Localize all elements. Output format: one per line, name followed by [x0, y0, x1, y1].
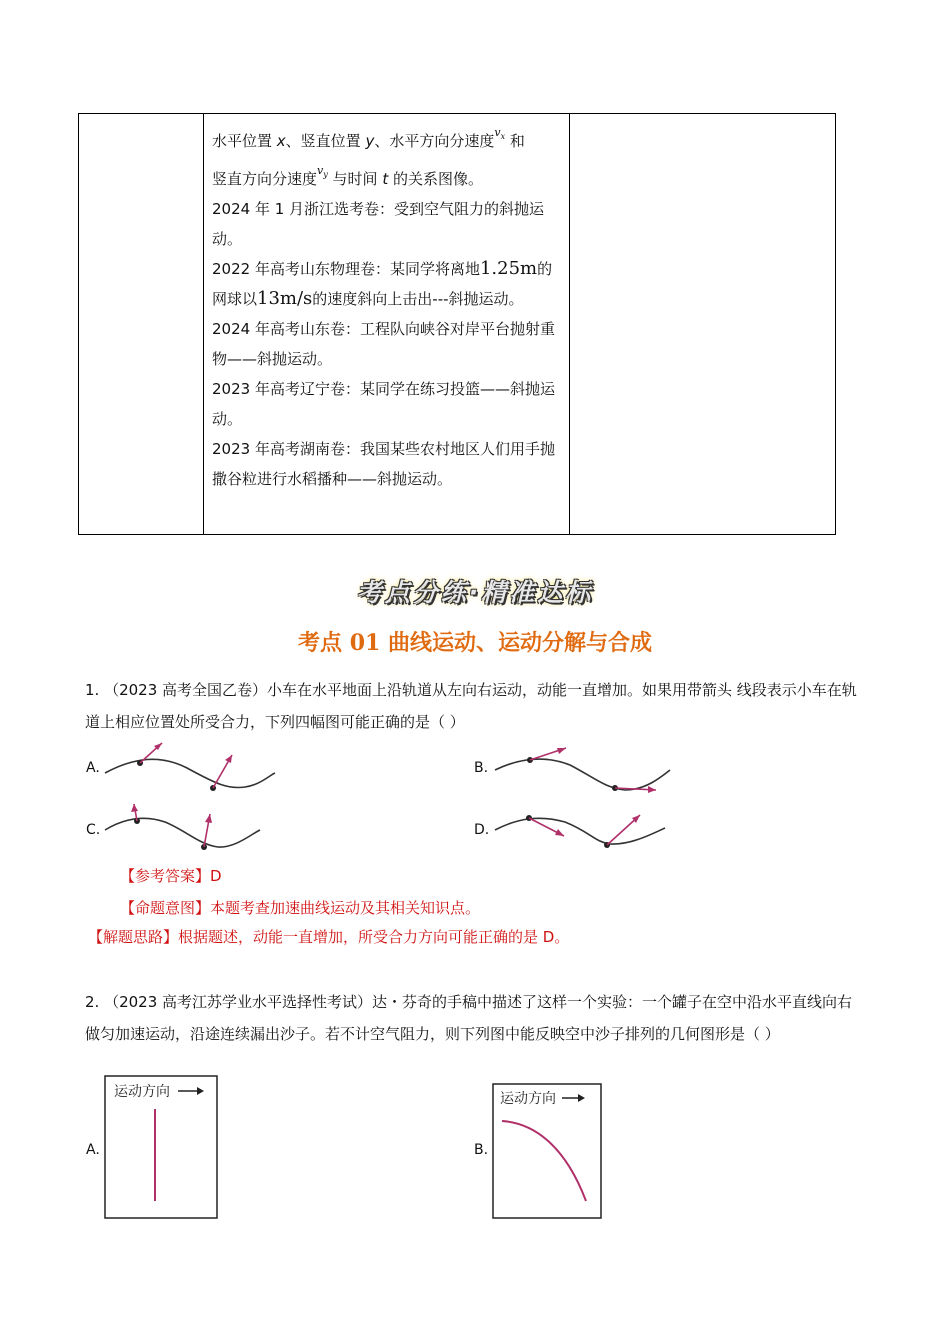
table-cell-text	[212, 118, 562, 494]
q2-option-a-figure	[104, 1075, 220, 1221]
table-para-1: 2024 年 1 月浙江选考卷：受到空气阻力的斜抛运动。	[212, 200, 545, 248]
table-para-5: 2023 年高考湖南卷：我国某些农村地区人们用手抛撒谷粒进行水稻播种——斜抛运动。	[212, 440, 555, 488]
q1-option-a-figure	[100, 735, 280, 800]
q1-intent: 【命题意图】本题考查加速曲线运动及其相关知识点。	[120, 899, 481, 917]
q2-option-b-figure	[492, 1083, 604, 1221]
q1-option-d-figure	[490, 800, 670, 860]
q1-option-b-label: B.	[474, 760, 489, 776]
question-2-text: 2. （2023 高考江苏学业水平选择性考试）达・芬奇的手稿中描述了这样一个实验：一个罐子在空中沿水平直线向右做匀加速运动，沿途连续漏出沙子。若不计空气阻力，则下列图中能反映空中沙子排列的几何图形是（ ）	[85, 993, 853, 1043]
motion-direction-label: 运动方向	[114, 1084, 170, 1100]
table-divider	[203, 114, 204, 534]
table-para-3: 2024 年高考山东卷：工程队向峡谷对岸平台抛射重物——斜抛运动。	[212, 320, 555, 368]
q2-option-a-label: A.	[86, 1142, 100, 1158]
q1-solution: 【解题思路】根据题述，动能一直增加，所受合力方向可能正确的是 D。	[88, 928, 570, 946]
section-heading: 考点 01 曲线运动、运动分解与合成	[298, 630, 652, 656]
table-para-4: 2023 年高考辽宁卷：某同学在练习投篮——斜抛运动。	[212, 380, 555, 428]
table-divider	[569, 114, 570, 534]
table-line-2: 竖直方向分速度$^{v_y}$ 与时间 t 的关系图像。	[212, 164, 483, 188]
q1-option-c-figure	[100, 800, 270, 860]
table-para-2: 2022 年高考山东物理卷：某同学将离地1.25m的网球以13m/s的速度斜向上击出---斜抛运动。	[212, 258, 553, 309]
q1-option-b-figure	[490, 740, 680, 800]
vy-symbol: vy	[317, 164, 328, 180]
table-line-1: 水平位置 x、竖直位置 y、水平方向分速度$^{v_x}$ 和	[212, 126, 525, 150]
q1-option-d-label: D.	[474, 822, 490, 838]
q1-option-a-label: A.	[86, 760, 100, 776]
motion-direction-label: 运动方向	[500, 1091, 556, 1107]
section-banner: 考点分练·精准达标	[356, 578, 594, 607]
q1-answer: 【参考答案】D	[120, 867, 222, 885]
q2-option-b-label: B.	[474, 1142, 489, 1158]
q1-option-c-label: C.	[86, 822, 101, 838]
vx-symbol: vx	[494, 126, 506, 142]
question-1-text: 1. （2023 高考全国乙卷）小车在水平地面上沿轨道从左向右运动，动能一直增加。如果用带箭头 线段表示小车在轨道上相应位置处所受合力，下列四幅图可能正确的是（ ）	[85, 681, 857, 731]
